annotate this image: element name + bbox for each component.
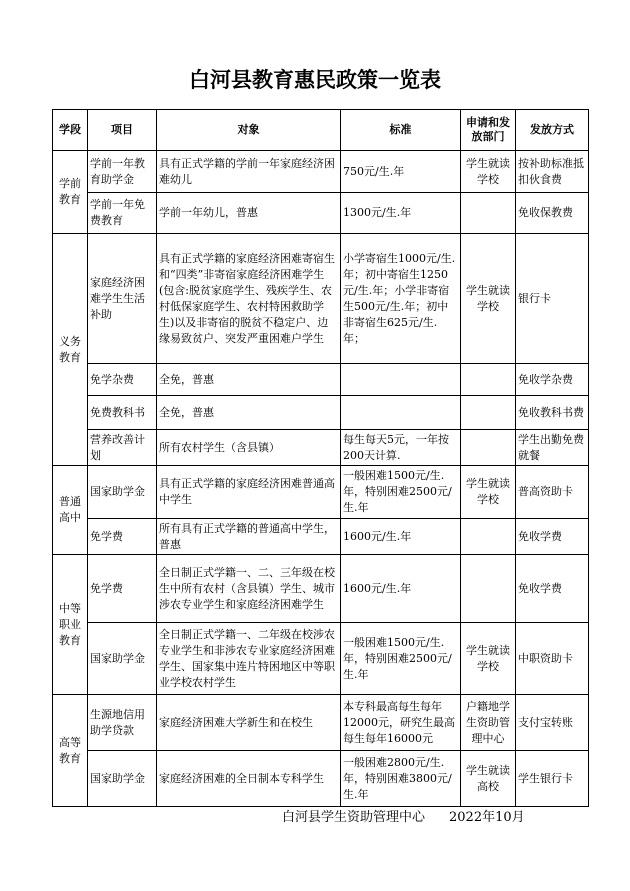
standard-cell	[341, 396, 461, 430]
standard-cell: 每生每天5元，一年按200天计算.	[341, 430, 461, 466]
table-header-row	[53, 110, 589, 151]
method-cell: 免收学费	[516, 555, 589, 623]
table-row	[53, 623, 589, 695]
target-cell: 全日制正式学籍一、二年级在校涉农专业学生和非涉农专业家庭经济困难学生、国家集中连片特困地区中等职业学校农村学生	[157, 623, 341, 695]
department-cell: 户籍地学生资助管理中心	[461, 695, 516, 751]
target-cell: 全免，普惠	[157, 396, 341, 430]
item-cell: 学前一年免费教育	[88, 193, 157, 234]
target-cell: 具有正式学籍的家庭经济困难寄宿生和“四类”非寄宿家庭经济困难学生(包含:脱贫家庭学生、残疾学生、农村低保家庭学生、农村特困救助学生)以及非寄宿的脱贫不稳定户、边缘易致贫户、突发严重困难户学生	[157, 234, 341, 364]
table-row	[53, 430, 589, 466]
method-cell: 中职资助卡	[516, 623, 589, 695]
department-cell	[461, 519, 516, 555]
stage-cell: 学前教育	[53, 151, 88, 234]
table-row	[53, 555, 589, 623]
target-cell: 所有具有正式学籍的普通高中学生，普惠	[157, 519, 341, 555]
header-department: 申请和发放部门	[461, 110, 516, 151]
department-cell: 学生就读高校	[461, 751, 516, 807]
item-cell: 学前一年教育助学金	[88, 151, 157, 193]
department-cell: 学生就读学校	[461, 234, 516, 364]
header-stage: 学段	[53, 110, 88, 151]
table-row	[53, 193, 589, 234]
target-cell: 全日制正式学籍一、二、三年级在校生中所有农村（含县镇）学生、城市涉农专业学生和家庭经济困难学生	[157, 555, 341, 623]
footer-date: 2022年10月	[449, 810, 525, 825]
department-cell	[461, 364, 516, 396]
department-cell	[461, 193, 516, 234]
department-cell: 学生就读学校	[461, 466, 516, 519]
standard-cell: 1600元/生.年	[341, 555, 461, 623]
table-row	[53, 151, 589, 193]
target-cell: 家庭经济困难大学新生和在校生	[157, 695, 341, 751]
target-cell: 全免，普惠	[157, 364, 341, 396]
department-cell: 学生就读学校	[461, 151, 516, 193]
table-row	[53, 751, 589, 807]
standard-cell: 1300元/生.年	[341, 193, 461, 234]
standard-cell	[341, 364, 461, 396]
department-cell: 学生就读学校	[461, 623, 516, 695]
standard-cell: 750元/生.年	[341, 151, 461, 193]
footer-org: 白河县学生资助管理中心	[282, 810, 426, 825]
header-item: 项目	[88, 110, 157, 151]
method-cell: 学生银行卡	[516, 751, 589, 807]
item-cell: 家庭经济困难学生生活补助	[88, 234, 157, 364]
standard-cell: 一般困难1500元/生.年，特别困难2500元/生.年	[341, 623, 461, 695]
method-cell: 支付宝转账	[516, 695, 589, 751]
header-method: 发放方式	[516, 110, 589, 151]
stage-cell: 义务教育	[53, 234, 88, 466]
page-title: 白河县教育惠民政策一览表	[189, 67, 441, 92]
department-cell	[461, 555, 516, 623]
department-cell	[461, 396, 516, 430]
item-cell: 营养改善计划	[88, 430, 157, 466]
policy-table	[52, 109, 589, 807]
target-cell: 具有正式学籍的家庭经济困难普通高中学生	[157, 466, 341, 519]
item-cell: 免费教科书	[88, 396, 157, 430]
table-row	[53, 234, 589, 364]
target-cell: 家庭经济困难的全日制本专科学生	[157, 751, 341, 807]
item-cell: 国家助学金	[88, 623, 157, 695]
item-cell: 免学费	[88, 555, 157, 623]
standard-cell: 1600元/生.年	[341, 519, 461, 555]
method-cell: 免收教科书费	[516, 396, 589, 430]
target-cell: 学前一年幼儿，普惠	[157, 193, 341, 234]
standard-cell: 小学寄宿生1000元/生.年；初中寄宿生1250元/生.年；小学非寄宿生500元/生.年；初中非寄宿生625元/生.年；	[341, 234, 461, 364]
header-standard: 标准	[341, 110, 461, 151]
method-cell: 普高资助卡	[516, 466, 589, 519]
stage-cell: 中等职业教育	[53, 555, 88, 695]
method-cell: 银行卡	[516, 234, 589, 364]
target-cell: 具有正式学籍的学前一年家庭经济困难幼儿	[157, 151, 341, 193]
table-row	[53, 396, 589, 430]
item-cell: 免学杂费	[88, 364, 157, 396]
table-row	[53, 466, 589, 519]
method-cell: 按补助标准抵扣伙食费	[516, 151, 589, 193]
header-target: 对象	[157, 110, 341, 151]
standard-cell: 本专科最高每生每年12000元，研究生最高每生每年16000元	[341, 695, 461, 751]
method-cell: 学生出勤免费就餐	[516, 430, 589, 466]
target-cell: 所有农村学生（含县镇）	[157, 430, 341, 466]
department-cell	[461, 430, 516, 466]
method-cell: 免收学杂费	[516, 364, 589, 396]
item-cell: 国家助学金	[88, 466, 157, 519]
method-cell: 免收保教费	[516, 193, 589, 234]
method-cell: 免收学费	[516, 519, 589, 555]
standard-cell: 一般困难1500元/生.年，特别困难2500元/生.年	[341, 466, 461, 519]
item-cell: 免学费	[88, 519, 157, 555]
item-cell: 国家助学金	[88, 751, 157, 807]
footer	[282, 806, 525, 825]
table-row	[53, 695, 589, 751]
item-cell: 生源地信用助学贷款	[88, 695, 157, 751]
standard-cell: 一般困难2800元/生.年，特别困难3800元/生.年	[341, 751, 461, 807]
stage-cell: 高等教育	[53, 695, 88, 807]
table-row	[53, 364, 589, 396]
table-row	[53, 519, 589, 555]
stage-cell: 普通高中	[53, 466, 88, 555]
